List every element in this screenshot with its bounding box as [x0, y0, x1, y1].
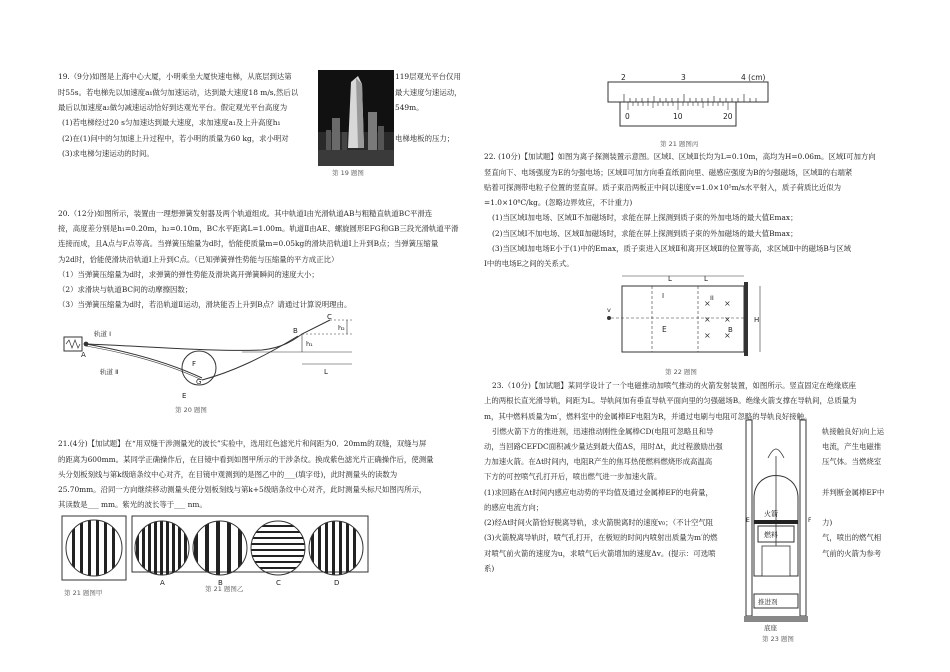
q22-line-4: =1.0×10⁸C/kg。(忽略边界效应，不计重力)	[484, 198, 633, 207]
q22-caption: 第 22 题图	[665, 368, 697, 376]
propellant-label: 推进剂	[758, 598, 778, 606]
shanghai-tower-photo	[318, 70, 394, 166]
main-scale-label-2: 2	[621, 74, 626, 82]
q20-line-5: （1）当弹簧压缩量为d时，求弹簧的弹性势能及滑块离开弹簧瞬间的速度大小；	[58, 270, 319, 279]
svg-text:×: ×	[704, 299, 711, 308]
q23-line-4: 引燃火箭下方的推进剂，迅速推动刚性金属棒CD(电阻可忽略且和导	[492, 427, 714, 436]
q21-line-5: 其读数是___ mm。紫光的波长等于___ nm。	[58, 500, 207, 509]
q20-line-2: 接，高度差分别是h₁=0.20m，h₂=0.10m，BC水平距离L=1.00m。轨道Ⅱ由AE、螺旋圆形EFG和GB三段光滑轨道平滑	[58, 224, 459, 233]
q19-line-1-right: 119层观光平台仅用	[395, 72, 461, 81]
q21-fringe-figures	[60, 512, 420, 590]
point-g-label: G	[196, 378, 202, 386]
region-1-label: I	[662, 292, 665, 300]
q19-line-5: (2)在(1)问中的匀加速上升过程中，若小明的质量为60 kg，求小明对	[62, 134, 289, 143]
h2-label: h₂	[338, 324, 345, 332]
track-2-label: 轨道 Ⅱ	[100, 368, 119, 376]
region-2-label: II	[710, 294, 714, 302]
length-l1-label: L	[668, 275, 672, 283]
svg-text:×: ×	[724, 315, 731, 324]
q22-ion-detector-diagram	[604, 272, 774, 366]
option-d-label: D	[334, 579, 340, 587]
h1-label: h₁	[306, 340, 313, 348]
point-f-label: F	[192, 360, 197, 368]
q21c-caption: 第 21 题图丙	[660, 140, 699, 148]
q21-vernier-scale	[606, 74, 772, 134]
point-f-label: F	[808, 517, 812, 524]
fuel-label: 燃料	[764, 531, 778, 539]
q20-line-6: （2）求滑块与轨道BC间的动摩擦因数；	[58, 285, 193, 294]
q23-line-10-right: 力)	[822, 518, 833, 527]
vernier-label-0: 0	[625, 112, 630, 121]
q23-line-3: m，其中燃料质量为m′，燃料室中的金属棒EF电阻为R，并通过电刷与电阻可忽略的导轨良好接触。	[484, 412, 812, 421]
q23-line-9: 的感应电流方向；	[484, 503, 544, 512]
q23-line-13: 系)	[484, 564, 495, 573]
q21-caption-b: 第 21 题图乙	[205, 585, 244, 593]
q19-line-2: 时55s。若电梯先以加速度a₁做匀加速运动，达到最大速度18 m/s,然后以	[58, 88, 299, 97]
q20-line-1: 20.（12分)如图所示，装置由一理想弹簧发射器及两个轨道组成。其中轨道Ⅰ由光滑轨道AB与粗糙直轨道BC平滑连	[58, 209, 433, 218]
option-c-label: C	[276, 579, 281, 587]
q22-line-7: (3)当区域Ⅰ加电场E小于(1)中的Emax，质子束进入区域Ⅱ和离开区域Ⅱ的位置等高，求区域Ⅱ中的磁场B与区域	[492, 244, 851, 253]
q23-line-6: 力加速火箭。在Δt时间内，电阻R产生的焦耳热使燃料燃烧形成高温高	[484, 457, 713, 466]
q23-line-4-right: 轨接触良好)向上运	[822, 427, 885, 436]
length-l2-label: L	[704, 275, 708, 283]
main-scale-label-4: 4 (cm)	[741, 74, 766, 82]
svg-text:×: ×	[704, 331, 711, 340]
q19-line-6: (3)求电梯匀速运动的时间。	[62, 149, 154, 158]
q23-caption: 第 23 题图	[762, 635, 794, 643]
q23-line-11: (3)火箭脱离导轨时，喷气孔打开，在极短的时间内喷射出质量为m′的燃	[484, 533, 718, 542]
track-1-label: 轨道 Ⅰ	[94, 330, 111, 338]
q19-line-3-right: 549m。	[395, 103, 424, 112]
vernier-label-10: 10	[673, 112, 683, 121]
q21-caption-a: 第 21 题图甲	[64, 589, 103, 597]
q22-line-2: 竖直向下、电场强度为E的匀强电场；区域Ⅱ可加方向垂直纸面向里、磁感应强度为B的匀强磁场，区域Ⅱ的右端紧	[484, 168, 853, 177]
rocket-label: 火箭	[764, 510, 778, 518]
option-a-label: A	[160, 579, 165, 587]
q22-line-3: 贴着可探测带电粒子位置的竖直屏。质子束沿两板正中间以速度v=1.0×10⁵m/s水平射入，质子荷质比近似为	[484, 183, 841, 192]
point-e-label: E	[182, 392, 187, 400]
svg-text:×: ×	[724, 299, 731, 308]
velocity-label: v	[607, 306, 611, 314]
q20-caption: 第 20 题图	[175, 406, 207, 414]
q22-line-5: (1)当区域Ⅰ加电场、区域Ⅱ不加磁场时，求能在屏上探测到质子束的外加电场的最大值Emax；	[492, 213, 798, 222]
q19-line-2-right: 最大速度匀速运动，	[395, 88, 462, 97]
q23-line-7: 下方的可控喷气孔打开后，喷出燃气进一步加速火箭。	[484, 472, 662, 481]
option-b-label: B	[218, 579, 223, 587]
q19-line-3: 最后以加速度a₂做匀减速运动恰好到达观光平台。假定观光平台高度为	[58, 103, 288, 112]
q20-line-4: 为2d时，恰能使滑块沿轨道Ⅰ上升到C点。（已知弹簧弹性势能与压缩量的平方成正比）	[58, 255, 339, 264]
main-scale-label-3: 3	[681, 74, 686, 82]
height-h-label: H	[754, 316, 760, 324]
q23-line-10: (2)经Δt时间火箭恰好脱离导轨，求火箭脱离时的速度v₀；（不计空气阻	[484, 518, 714, 527]
q23-rocket-diagram	[744, 418, 820, 634]
q23-line-11-right: 气，喷出的燃气相	[822, 533, 882, 542]
q21-line-3: 头分划板刻线与第k级暗条纹中心对齐，在目镜中观测到的是图乙中的___(填字母)，此时测量头的读数为	[58, 470, 398, 479]
svg-text:×: ×	[724, 331, 731, 340]
q23-line-8: (1)求回路在Δt时间内感应电动势的平均值及通过金属棒EF的电荷量，	[484, 488, 713, 497]
q23-line-5: 动，当回路CEFDC面积减少量达到最大值ΔS，用时Δt，此过程激励出强	[484, 442, 723, 451]
q23-line-1: 23.（10分)【加试题】某同学设计了一个电磁推动加喷气推动的火箭发射装置，如图所示。竖直固定在绝缘底座	[492, 381, 857, 390]
base-label: 底座	[764, 624, 777, 632]
q21-line-1: 21.(4分)【加试题】在“用双缝干涉测量光的波长”实验中，选用红色滤光片和间距为0．20mm的双缝，双缝与屏	[58, 439, 427, 448]
point-b-label: B	[293, 327, 298, 335]
field-b-label: B	[728, 326, 733, 334]
q21-line-2: 的距离为600mm。某同学正确操作后，在目镜中看到如图甲所示的干涉条纹。换成紫色滤光片正确操作后，使测量	[58, 455, 434, 464]
point-c-label: C	[327, 313, 332, 321]
q23-line-5-right: 电流，产生电磁推	[822, 442, 882, 451]
q21-line-4: 25.70mm。沿同一方向继续移动测量头使分划板刻线与第k+5级暗条纹中心对齐，此时测量头标尺如图丙所示，	[58, 485, 427, 494]
q23-line-12: 对喷气前火箭的速度为u，求喷气后火箭增加的速度Δv。(提示：可选喷	[484, 549, 716, 558]
point-a-label: A	[81, 351, 86, 359]
q20-line-3: 连接而成，且A点与F点等高。当弹簧压缩量为d时，恰能使质量m=0.05kg的滑块沿轨道Ⅰ上升到B点；当弹簧压缩量	[58, 239, 439, 248]
q19-caption: 第 19 题图	[332, 169, 364, 177]
q23-line-2: 上的两根长直光滑导轨，间距为L。导轨间加有垂直导轨平面向里的匀强磁场B。绝缘火箭支撑在导轨间，总质量为	[484, 396, 857, 405]
q22-line-8: Ⅰ中的电场E之间的关系式。	[484, 259, 574, 268]
q20-line-7: （3）当弹簧压缩量为d时，若沿轨道Ⅱ运动，滑块能否上升到B点？请通过计算说明理由。	[58, 300, 352, 309]
q19-line-4: (1)若电梯经过20 s匀加速达到最大速度，求加速度a₁及上升高度h₁	[62, 118, 281, 127]
field-e-label: E	[662, 325, 667, 334]
length-l-label: L	[324, 368, 328, 376]
q20-track-diagram	[62, 312, 362, 404]
q23-line-12-right: 气前的火箭为参考	[822, 549, 882, 558]
q22-line-1: 22. (10分)【加试题】如图为离子探测装置示意图。区域Ⅰ、区域Ⅱ长均为L=0.10m，高均为H=0.06m。区域Ⅰ可加方向	[484, 152, 876, 161]
vernier-label-20: 20	[723, 112, 733, 121]
q22-line-6: (2)当区域Ⅰ不加电场、区域Ⅱ加磁场时，求能在屏上探测到质子束的外加磁场的最大值Bmax；	[492, 229, 798, 238]
q19-line-1: 19.（9分)如图是上海中心大厦，小明乘坐大厦快速电梯，从底层到达第	[58, 72, 292, 81]
q23-line-8-right: 并判断金属棒EF中	[822, 488, 885, 497]
point-e-label: E	[746, 517, 750, 524]
svg-text:×: ×	[704, 315, 711, 324]
q23-line-6-right: 压气体。当燃烧室	[822, 457, 882, 466]
q19-line-5-right: 电梯地板的压力；	[395, 134, 455, 143]
